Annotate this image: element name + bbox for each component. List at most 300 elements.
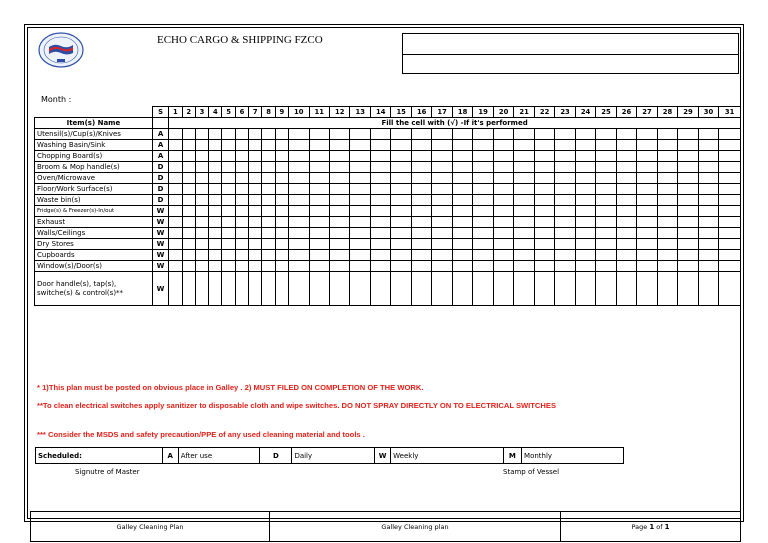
day-check-cell[interactable] [637,261,657,272]
day-check-cell[interactable] [391,173,411,184]
day-check-cell[interactable] [235,261,248,272]
day-check-cell[interactable] [249,195,262,206]
day-check-cell[interactable] [289,140,309,151]
day-check-cell[interactable] [575,162,595,173]
day-check-cell[interactable] [432,129,452,140]
day-check-cell[interactable] [391,140,411,151]
day-check-cell[interactable] [182,217,195,228]
day-check-cell[interactable] [432,195,452,206]
day-check-cell[interactable] [262,250,275,261]
day-check-cell[interactable] [235,239,248,250]
day-check-cell[interactable] [330,195,350,206]
day-check-cell[interactable] [452,151,472,162]
day-check-cell[interactable] [657,228,677,239]
day-check-cell[interactable] [209,239,222,250]
day-check-cell[interactable] [195,261,208,272]
day-check-cell[interactable] [289,217,309,228]
day-check-cell[interactable] [370,151,390,162]
day-check-cell[interactable] [235,228,248,239]
day-check-cell[interactable] [514,206,534,217]
day-check-cell[interactable] [493,140,513,151]
day-check-cell[interactable] [195,195,208,206]
day-check-cell[interactable] [698,140,718,151]
day-check-cell[interactable] [514,272,534,306]
day-check-cell[interactable] [411,195,431,206]
day-check-cell[interactable] [452,173,472,184]
day-check-cell[interactable] [473,195,493,206]
day-check-cell[interactable] [350,129,370,140]
day-check-cell[interactable] [493,162,513,173]
day-check-cell[interactable] [493,250,513,261]
day-check-cell[interactable] [275,217,288,228]
day-check-cell[interactable] [209,173,222,184]
day-check-cell[interactable] [262,217,275,228]
day-check-cell[interactable] [391,261,411,272]
day-check-cell[interactable] [275,129,288,140]
day-check-cell[interactable] [678,140,698,151]
day-check-cell[interactable] [411,239,431,250]
day-check-cell[interactable] [309,206,329,217]
day-check-cell[interactable] [195,151,208,162]
day-check-cell[interactable] [275,184,288,195]
day-check-cell[interactable] [222,272,235,306]
day-check-cell[interactable] [719,217,741,228]
day-check-cell[interactable] [432,272,452,306]
day-check-cell[interactable] [616,129,636,140]
day-check-cell[interactable] [262,228,275,239]
day-check-cell[interactable] [391,228,411,239]
day-check-cell[interactable] [222,239,235,250]
day-check-cell[interactable] [432,206,452,217]
day-check-cell[interactable] [637,239,657,250]
day-check-cell[interactable] [473,129,493,140]
day-check-cell[interactable] [432,217,452,228]
day-check-cell[interactable] [432,228,452,239]
day-check-cell[interactable] [719,173,741,184]
day-check-cell[interactable] [678,272,698,306]
day-check-cell[interactable] [350,250,370,261]
day-check-cell[interactable] [182,239,195,250]
day-check-cell[interactable] [493,129,513,140]
day-check-cell[interactable] [182,140,195,151]
day-check-cell[interactable] [534,173,554,184]
day-check-cell[interactable] [411,162,431,173]
day-check-cell[interactable] [616,140,636,151]
day-check-cell[interactable] [209,184,222,195]
day-check-cell[interactable] [235,129,248,140]
day-check-cell[interactable] [209,129,222,140]
day-check-cell[interactable] [249,250,262,261]
day-check-cell[interactable] [555,261,575,272]
day-check-cell[interactable] [473,261,493,272]
day-check-cell[interactable] [596,129,616,140]
day-check-cell[interactable] [432,162,452,173]
day-check-cell[interactable] [473,184,493,195]
day-check-cell[interactable] [350,272,370,306]
day-check-cell[interactable] [657,206,677,217]
day-check-cell[interactable] [350,151,370,162]
day-check-cell[interactable] [411,250,431,261]
day-check-cell[interactable] [275,195,288,206]
day-check-cell[interactable] [330,151,350,162]
day-check-cell[interactable] [235,206,248,217]
day-check-cell[interactable] [309,239,329,250]
day-check-cell[interactable] [657,140,677,151]
day-check-cell[interactable] [182,162,195,173]
day-check-cell[interactable] [534,140,554,151]
day-check-cell[interactable] [209,151,222,162]
day-check-cell[interactable] [370,195,390,206]
day-check-cell[interactable] [169,239,182,250]
day-check-cell[interactable] [249,173,262,184]
day-check-cell[interactable] [493,195,513,206]
day-check-cell[interactable] [493,261,513,272]
day-check-cell[interactable] [452,217,472,228]
day-check-cell[interactable] [596,184,616,195]
day-check-cell[interactable] [637,129,657,140]
day-check-cell[interactable] [555,173,575,184]
day-check-cell[interactable] [391,250,411,261]
day-check-cell[interactable] [493,206,513,217]
day-check-cell[interactable] [678,261,698,272]
day-check-cell[interactable] [169,228,182,239]
day-check-cell[interactable] [698,239,718,250]
day-check-cell[interactable] [262,129,275,140]
day-check-cell[interactable] [514,217,534,228]
day-check-cell[interactable] [637,272,657,306]
day-check-cell[interactable] [222,217,235,228]
day-check-cell[interactable] [698,184,718,195]
day-check-cell[interactable] [182,228,195,239]
day-check-cell[interactable] [182,272,195,306]
day-check-cell[interactable] [493,151,513,162]
day-check-cell[interactable] [678,162,698,173]
day-check-cell[interactable] [555,217,575,228]
day-check-cell[interactable] [169,140,182,151]
day-check-cell[interactable] [698,195,718,206]
day-check-cell[interactable] [209,250,222,261]
day-check-cell[interactable] [657,151,677,162]
day-check-cell[interactable] [309,261,329,272]
day-check-cell[interactable] [657,250,677,261]
day-check-cell[interactable] [534,195,554,206]
day-check-cell[interactable] [596,250,616,261]
day-check-cell[interactable] [182,184,195,195]
day-check-cell[interactable] [616,162,636,173]
day-check-cell[interactable] [235,272,248,306]
day-check-cell[interactable] [330,228,350,239]
day-check-cell[interactable] [235,162,248,173]
day-check-cell[interactable] [637,206,657,217]
day-check-cell[interactable] [195,228,208,239]
day-check-cell[interactable] [575,173,595,184]
day-check-cell[interactable] [249,206,262,217]
day-check-cell[interactable] [309,195,329,206]
day-check-cell[interactable] [616,272,636,306]
day-check-cell[interactable] [235,184,248,195]
day-check-cell[interactable] [275,151,288,162]
day-check-cell[interactable] [411,272,431,306]
day-check-cell[interactable] [249,261,262,272]
day-check-cell[interactable] [657,129,677,140]
day-check-cell[interactable] [195,162,208,173]
day-check-cell[interactable] [555,272,575,306]
day-check-cell[interactable] [289,228,309,239]
day-check-cell[interactable] [534,261,554,272]
day-check-cell[interactable] [222,195,235,206]
day-check-cell[interactable] [555,239,575,250]
day-check-cell[interactable] [370,217,390,228]
day-check-cell[interactable] [235,151,248,162]
day-check-cell[interactable] [222,261,235,272]
day-check-cell[interactable] [275,250,288,261]
day-check-cell[interactable] [698,173,718,184]
day-check-cell[interactable] [330,140,350,151]
day-check-cell[interactable] [698,272,718,306]
day-check-cell[interactable] [309,272,329,306]
day-check-cell[interactable] [596,140,616,151]
day-check-cell[interactable] [370,272,390,306]
day-check-cell[interactable] [452,239,472,250]
day-check-cell[interactable] [555,140,575,151]
day-check-cell[interactable] [678,250,698,261]
day-check-cell[interactable] [596,195,616,206]
day-check-cell[interactable] [289,206,309,217]
day-check-cell[interactable] [637,228,657,239]
day-check-cell[interactable] [637,173,657,184]
day-check-cell[interactable] [719,162,741,173]
day-check-cell[interactable] [514,129,534,140]
day-check-cell[interactable] [195,206,208,217]
day-check-cell[interactable] [222,151,235,162]
day-check-cell[interactable] [262,151,275,162]
day-check-cell[interactable] [391,184,411,195]
day-check-cell[interactable] [411,129,431,140]
day-check-cell[interactable] [209,206,222,217]
day-check-cell[interactable] [616,217,636,228]
day-check-cell[interactable] [452,272,472,306]
day-check-cell[interactable] [289,151,309,162]
day-check-cell[interactable] [309,228,329,239]
day-check-cell[interactable] [222,173,235,184]
day-check-cell[interactable] [309,162,329,173]
day-check-cell[interactable] [275,239,288,250]
day-check-cell[interactable] [411,261,431,272]
day-check-cell[interactable] [452,195,472,206]
day-check-cell[interactable] [596,228,616,239]
day-check-cell[interactable] [350,184,370,195]
day-check-cell[interactable] [596,173,616,184]
day-check-cell[interactable] [534,228,554,239]
day-check-cell[interactable] [637,217,657,228]
day-check-cell[interactable] [289,184,309,195]
day-check-cell[interactable] [289,272,309,306]
day-check-cell[interactable] [534,151,554,162]
day-check-cell[interactable] [169,195,182,206]
day-check-cell[interactable] [169,151,182,162]
day-check-cell[interactable] [262,261,275,272]
day-check-cell[interactable] [182,195,195,206]
day-check-cell[interactable] [222,162,235,173]
day-check-cell[interactable] [411,228,431,239]
day-check-cell[interactable] [309,250,329,261]
day-check-cell[interactable] [249,140,262,151]
day-check-cell[interactable] [249,272,262,306]
day-check-cell[interactable] [169,184,182,195]
day-check-cell[interactable] [534,239,554,250]
day-check-cell[interactable] [698,228,718,239]
day-check-cell[interactable] [616,261,636,272]
day-check-cell[interactable] [391,129,411,140]
day-check-cell[interactable] [370,162,390,173]
day-check-cell[interactable] [249,239,262,250]
day-check-cell[interactable] [719,140,741,151]
day-check-cell[interactable] [452,250,472,261]
day-check-cell[interactable] [616,228,636,239]
day-check-cell[interactable] [222,129,235,140]
day-check-cell[interactable] [391,239,411,250]
day-check-cell[interactable] [169,129,182,140]
day-check-cell[interactable] [575,140,595,151]
day-check-cell[interactable] [473,228,493,239]
day-check-cell[interactable] [678,217,698,228]
day-check-cell[interactable] [493,228,513,239]
day-check-cell[interactable] [169,217,182,228]
day-check-cell[interactable] [432,184,452,195]
day-check-cell[interactable] [330,162,350,173]
day-check-cell[interactable] [596,261,616,272]
day-check-cell[interactable] [411,217,431,228]
day-check-cell[interactable] [596,162,616,173]
day-check-cell[interactable] [616,184,636,195]
day-check-cell[interactable] [719,228,741,239]
day-check-cell[interactable] [534,206,554,217]
day-check-cell[interactable] [637,140,657,151]
day-check-cell[interactable] [616,173,636,184]
day-check-cell[interactable] [698,261,718,272]
day-check-cell[interactable] [411,140,431,151]
day-check-cell[interactable] [195,239,208,250]
day-check-cell[interactable] [249,162,262,173]
day-check-cell[interactable] [616,151,636,162]
day-check-cell[interactable] [473,162,493,173]
day-check-cell[interactable] [309,151,329,162]
day-check-cell[interactable] [222,206,235,217]
day-check-cell[interactable] [698,217,718,228]
day-check-cell[interactable] [370,206,390,217]
day-check-cell[interactable] [575,206,595,217]
day-check-cell[interactable] [209,162,222,173]
day-check-cell[interactable] [719,129,741,140]
day-check-cell[interactable] [350,195,370,206]
day-check-cell[interactable] [195,173,208,184]
day-check-cell[interactable] [534,272,554,306]
day-check-cell[interactable] [616,195,636,206]
day-check-cell[interactable] [575,151,595,162]
day-check-cell[interactable] [309,173,329,184]
day-check-cell[interactable] [698,129,718,140]
day-check-cell[interactable] [452,129,472,140]
day-check-cell[interactable] [555,129,575,140]
day-check-cell[interactable] [452,228,472,239]
day-check-cell[interactable] [235,173,248,184]
day-check-cell[interactable] [657,239,677,250]
day-check-cell[interactable] [514,162,534,173]
day-check-cell[interactable] [698,206,718,217]
day-check-cell[interactable] [678,195,698,206]
day-check-cell[interactable] [391,162,411,173]
day-check-cell[interactable] [575,217,595,228]
day-check-cell[interactable] [575,239,595,250]
day-check-cell[interactable] [182,250,195,261]
day-check-cell[interactable] [616,239,636,250]
day-check-cell[interactable] [195,140,208,151]
day-check-cell[interactable] [330,239,350,250]
day-check-cell[interactable] [169,272,182,306]
day-check-cell[interactable] [596,217,616,228]
day-check-cell[interactable] [555,162,575,173]
day-check-cell[interactable] [222,228,235,239]
day-check-cell[interactable] [370,250,390,261]
day-check-cell[interactable] [698,162,718,173]
day-check-cell[interactable] [209,228,222,239]
day-check-cell[interactable] [370,184,390,195]
day-check-cell[interactable] [195,250,208,261]
day-check-cell[interactable] [719,272,741,306]
day-check-cell[interactable] [657,184,677,195]
day-check-cell[interactable] [657,272,677,306]
day-check-cell[interactable] [330,129,350,140]
day-check-cell[interactable] [391,217,411,228]
day-check-cell[interactable] [289,261,309,272]
day-check-cell[interactable] [262,184,275,195]
day-check-cell[interactable] [235,195,248,206]
day-check-cell[interactable] [330,184,350,195]
day-check-cell[interactable] [169,261,182,272]
day-check-cell[interactable] [275,272,288,306]
day-check-cell[interactable] [514,140,534,151]
day-check-cell[interactable] [262,140,275,151]
day-check-cell[interactable] [195,129,208,140]
day-check-cell[interactable] [534,162,554,173]
day-check-cell[interactable] [235,217,248,228]
day-check-cell[interactable] [493,272,513,306]
day-check-cell[interactable] [452,140,472,151]
day-check-cell[interactable] [493,217,513,228]
day-check-cell[interactable] [575,261,595,272]
day-check-cell[interactable] [370,140,390,151]
day-check-cell[interactable] [289,195,309,206]
day-check-cell[interactable] [350,140,370,151]
day-check-cell[interactable] [719,261,741,272]
day-check-cell[interactable] [262,162,275,173]
day-check-cell[interactable] [596,272,616,306]
day-check-cell[interactable] [222,184,235,195]
day-check-cell[interactable] [555,151,575,162]
day-check-cell[interactable] [391,272,411,306]
day-check-cell[interactable] [432,261,452,272]
day-check-cell[interactable] [350,228,370,239]
day-check-cell[interactable] [432,173,452,184]
day-check-cell[interactable] [249,151,262,162]
day-check-cell[interactable] [370,239,390,250]
day-check-cell[interactable] [452,206,472,217]
day-check-cell[interactable] [209,261,222,272]
day-check-cell[interactable] [391,206,411,217]
day-check-cell[interactable] [514,261,534,272]
day-check-cell[interactable] [678,173,698,184]
day-check-cell[interactable] [249,184,262,195]
